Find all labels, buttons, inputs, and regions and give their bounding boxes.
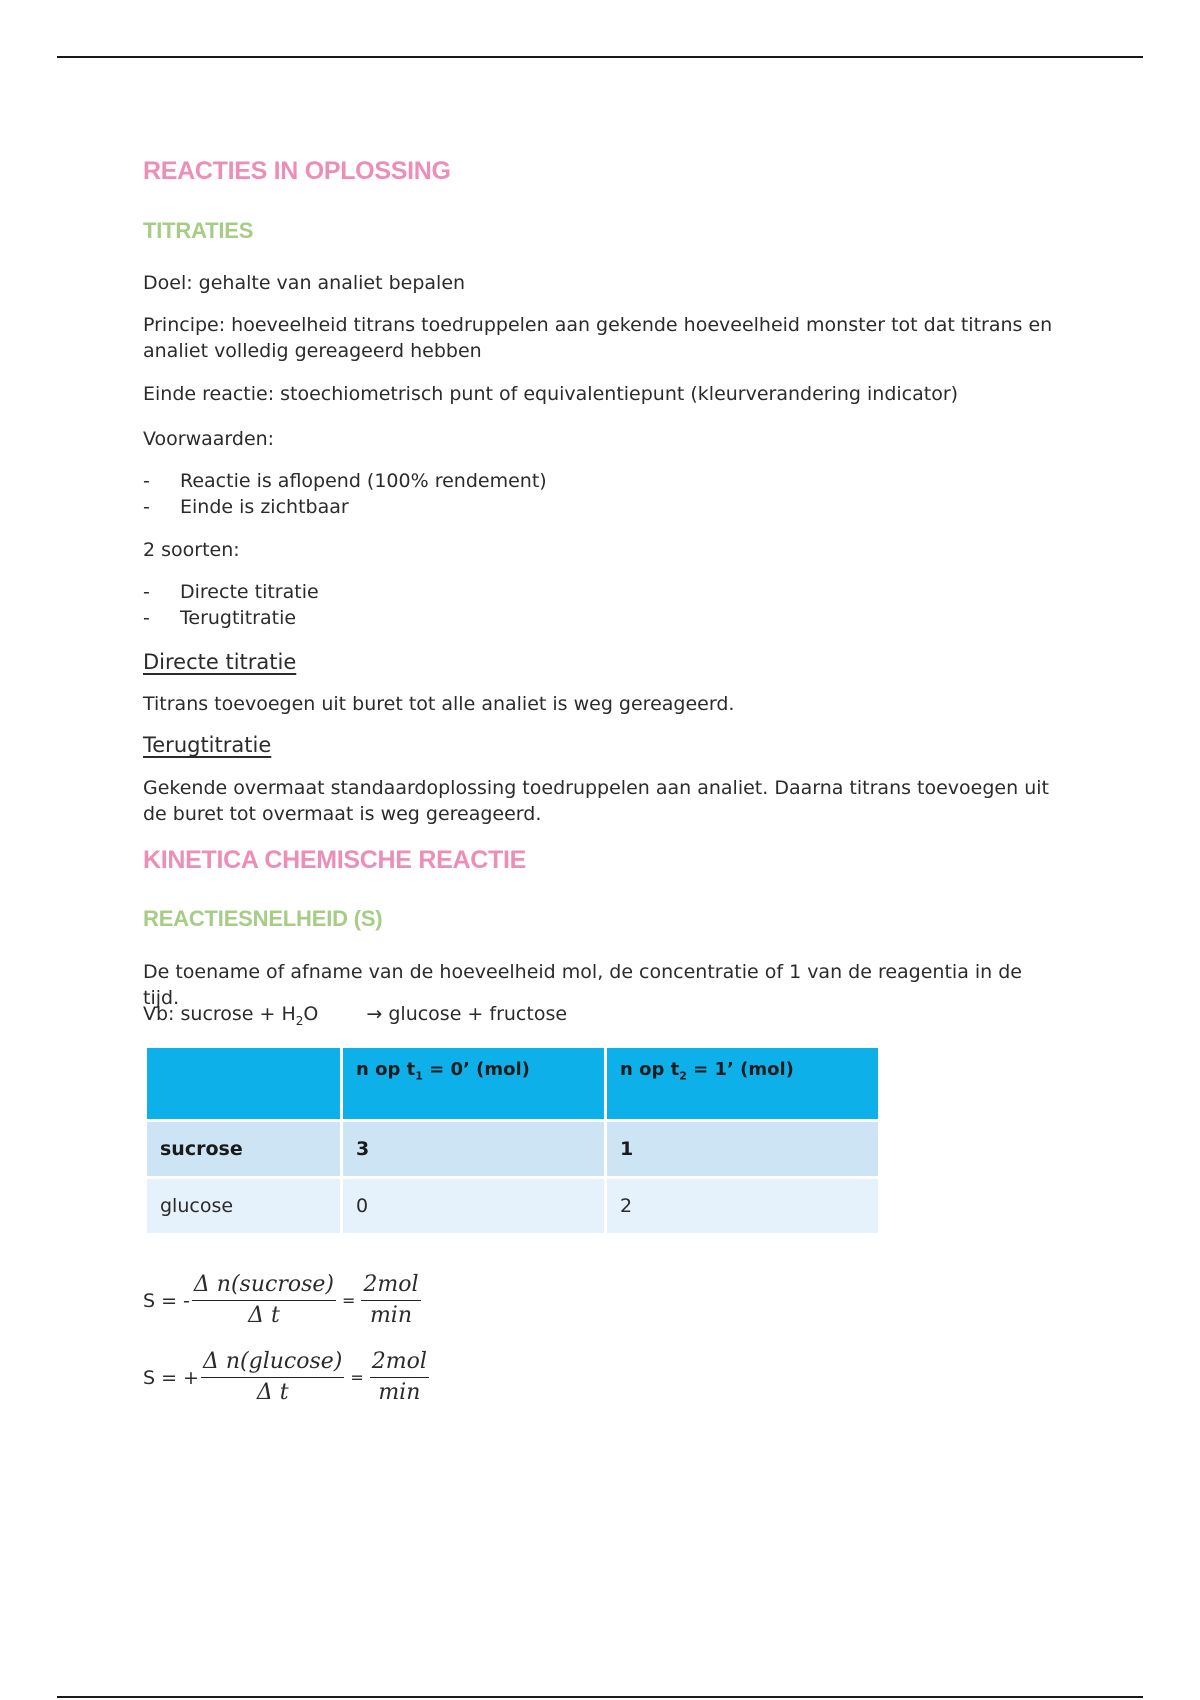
- fraction: $\frac{\text{2mol}}{\min}$: [371, 1349, 427, 1405]
- subheading-directe-titratie: Directe titratie: [143, 650, 297, 674]
- paragraph-toename: De toename of afname van de hoeveelheid mol, de concentratie of 1 van de reagentia in de tijd.: [143, 961, 1022, 1009]
- table-cell: 2: [606, 1178, 880, 1235]
- heading-kinetica: KINETICA CHEMISCHE REACTIE: [143, 846, 526, 874]
- fraction: $\frac{\text{Δ n(sucrose)}}{\text{Δ t}}$: [193, 1272, 334, 1328]
- fraction: $\frac{\text{2mol}}{\min}$: [363, 1272, 419, 1328]
- table-header-row: [146, 1047, 880, 1121]
- arrow-icon: →: [366, 1003, 383, 1025]
- paragraph-einde-reactie: Einde reactie: stoechiometrisch punt of equivalentiepunt (kleurverandering indicator): [143, 383, 959, 405]
- example-reaction: Vb: sucrose + $H_2O \to glucose$ + fructose: [143, 1003, 568, 1028]
- table-row: [146, 1178, 880, 1235]
- formula-glucose: S = + $\frac{\text{Δ n(glucose)}}{\text{Δ t}}$ = $\frac{\text{2mol}}{\min}$: [143, 1349, 427, 1405]
- list-item: - Terugtitratie: [143, 607, 297, 629]
- table-cell: 3: [342, 1121, 606, 1178]
- subheading-terugtitratie: Terugtitratie: [143, 733, 272, 757]
- list-item: - Einde is zichtbaar: [143, 496, 349, 518]
- heading-reactiesnelheid: REACTIESNELHEID (S): [143, 906, 383, 931]
- table-cell: glucose: [146, 1178, 342, 1235]
- heading-reacties-in-oplossing: REACTIES IN OPLOSSING: [143, 157, 451, 185]
- list-voorwaarden: [143, 468, 547, 520]
- paragraph-directe-titratie: Titrans toevoegen uit buret tot alle analiet is weg gereageerd.: [143, 693, 735, 715]
- list-soorten: [143, 579, 319, 631]
- header-rule: [57, 56, 1143, 58]
- table-row: [146, 1121, 880, 1178]
- paragraph-terugtitratie: Gekende overmaat standaardoplossing toedruppelen aan analiet. Daarna titrans toevoegen uit de buret tot overmaat is weg gereageerd.: [143, 777, 1049, 825]
- formula-sucrose: S = - $\frac{\text{Δ n(sucrose)}}{\text{Δ t}}$ = $\frac{\text{2mol}}{\min}$: [143, 1272, 419, 1328]
- mol-table: [144, 1045, 881, 1236]
- table-header-cell: [146, 1047, 342, 1121]
- list-item: - Reactie is aflopend (100% rendement): [143, 470, 547, 492]
- footer-rule: [57, 1696, 1143, 1698]
- table-header-cell: n op $t_1 = 0$’ (mol): [342, 1047, 606, 1121]
- list-item: - Directe titratie: [143, 581, 319, 603]
- paragraph-doel: Doel: gehalte van analiet bepalen: [143, 272, 466, 294]
- fraction: $\frac{\text{Δ n(glucose)}}{\text{Δ t}}$: [202, 1349, 343, 1405]
- table-cell: 0: [342, 1178, 606, 1235]
- paragraph-voorwaarden: Voorwaarden:: [143, 428, 275, 450]
- paragraph-principe: Principe: hoeveelheid titrans toedruppelen aan gekende hoeveelheid monster tot dat titrans en analiet volledig gereageerd hebben: [143, 314, 1053, 362]
- paragraph-soorten: 2 soorten:: [143, 539, 240, 561]
- table-cell: 1: [606, 1121, 880, 1178]
- table-header-cell: n op $t_2 = 1$’ (mol): [606, 1047, 880, 1121]
- heading-titraties: TITRATIES: [143, 218, 254, 243]
- table-cell: sucrose: [146, 1121, 342, 1178]
